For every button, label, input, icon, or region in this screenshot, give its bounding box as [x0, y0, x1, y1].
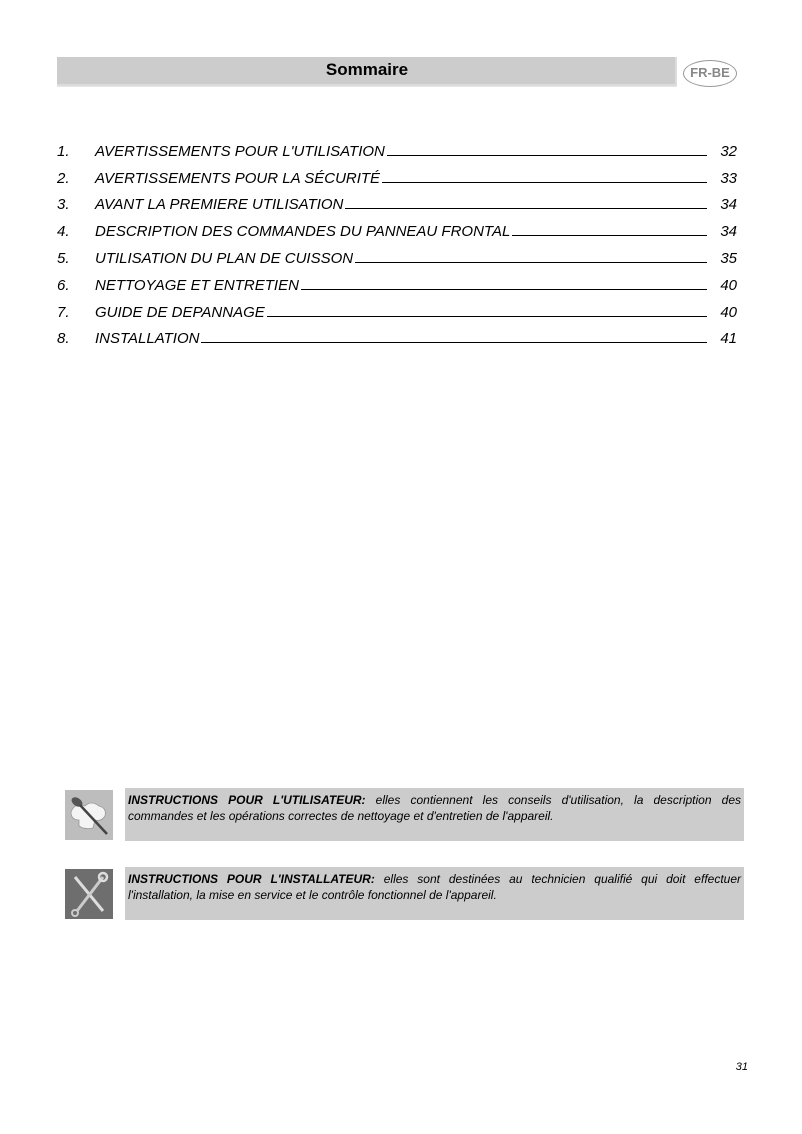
toc-entry[interactable]	[57, 133, 737, 160]
tools-icon	[65, 869, 113, 919]
toc-page: 41	[720, 330, 737, 348]
page-title: Sommaire	[325, 60, 409, 79]
toc-number: 5.	[57, 249, 70, 267]
toc-page: 34	[720, 196, 737, 214]
toc-leader	[301, 289, 707, 290]
note-label: INSTRUCTIONS POUR L'INSTALLATEUR:	[128, 872, 375, 886]
toc-number: 3.	[57, 196, 70, 214]
toc-title: GUIDE DE DEPANNAGE	[95, 303, 265, 321]
table-of-contents	[57, 133, 737, 347]
page-number: 31	[735, 1061, 748, 1073]
toc-title: AVERTISSEMENTS POUR LA SÉCURITÉ	[95, 169, 381, 187]
section-header	[57, 57, 677, 87]
toc-leader	[512, 235, 707, 236]
toc-entry[interactable]	[57, 187, 737, 214]
toc-leader	[355, 262, 707, 263]
toc-title: AVERTISSEMENTS POUR L'UTILISATION	[95, 142, 385, 160]
toc-number: 8.	[57, 330, 70, 348]
toc-title: AVANT LA PREMIERE UTILISATION	[95, 196, 344, 214]
note-body: elles contiennent les conseils d'utilisation, la description des commandes et les opérations correctes de nettoyage et d'entretien de l'appareil.	[128, 793, 741, 823]
toc-leader	[382, 182, 707, 183]
installer-instructions-text	[125, 867, 744, 920]
toc-entry[interactable]	[57, 294, 737, 321]
toc-number: 2.	[57, 169, 70, 187]
toc-title: UTILISATION DU PLAN DE CUISSON	[95, 249, 354, 267]
toc-title: INSTALLATION	[95, 330, 200, 348]
toc-number: 7.	[57, 303, 70, 321]
note-label: INSTRUCTIONS POUR L'UTILISATEUR:	[128, 793, 366, 807]
toc-leader	[267, 316, 707, 317]
toc-title: DESCRIPTION DES COMMANDES DU PANNEAU FRONTAL	[95, 223, 511, 241]
toc-entry[interactable]	[57, 267, 737, 294]
toc-entry[interactable]	[57, 213, 737, 240]
toc-leader	[201, 342, 707, 343]
user-instructions-text	[125, 788, 744, 841]
toc-entry[interactable]	[57, 321, 737, 348]
toc-entry[interactable]	[57, 160, 737, 187]
toc-title: NETTOYAGE ET ENTRETIEN	[95, 276, 299, 294]
note-body: elles sont destinées au technicien qualifié qui doit effectuer l'installation, la mise en service et le contrôle fonctionnel de l'appareil.	[128, 872, 742, 902]
toc-number: 4.	[57, 223, 70, 241]
installer-instructions-note	[65, 867, 745, 920]
toc-leader	[387, 155, 707, 156]
toc-page: 35	[720, 249, 737, 267]
toc-page: 34	[720, 223, 737, 241]
toc-number: 1.	[57, 142, 70, 160]
toc-number: 6.	[57, 276, 70, 294]
toc-leader	[345, 208, 707, 209]
toc-page: 32	[720, 142, 737, 160]
toc-entry[interactable]	[57, 240, 737, 267]
chef-spoon-icon	[65, 790, 113, 840]
language-badge: FR-BE	[683, 60, 737, 87]
toc-page: 40	[720, 276, 737, 294]
user-instructions-note	[65, 788, 745, 841]
toc-page: 40	[720, 303, 737, 321]
toc-page: 33	[720, 169, 737, 187]
